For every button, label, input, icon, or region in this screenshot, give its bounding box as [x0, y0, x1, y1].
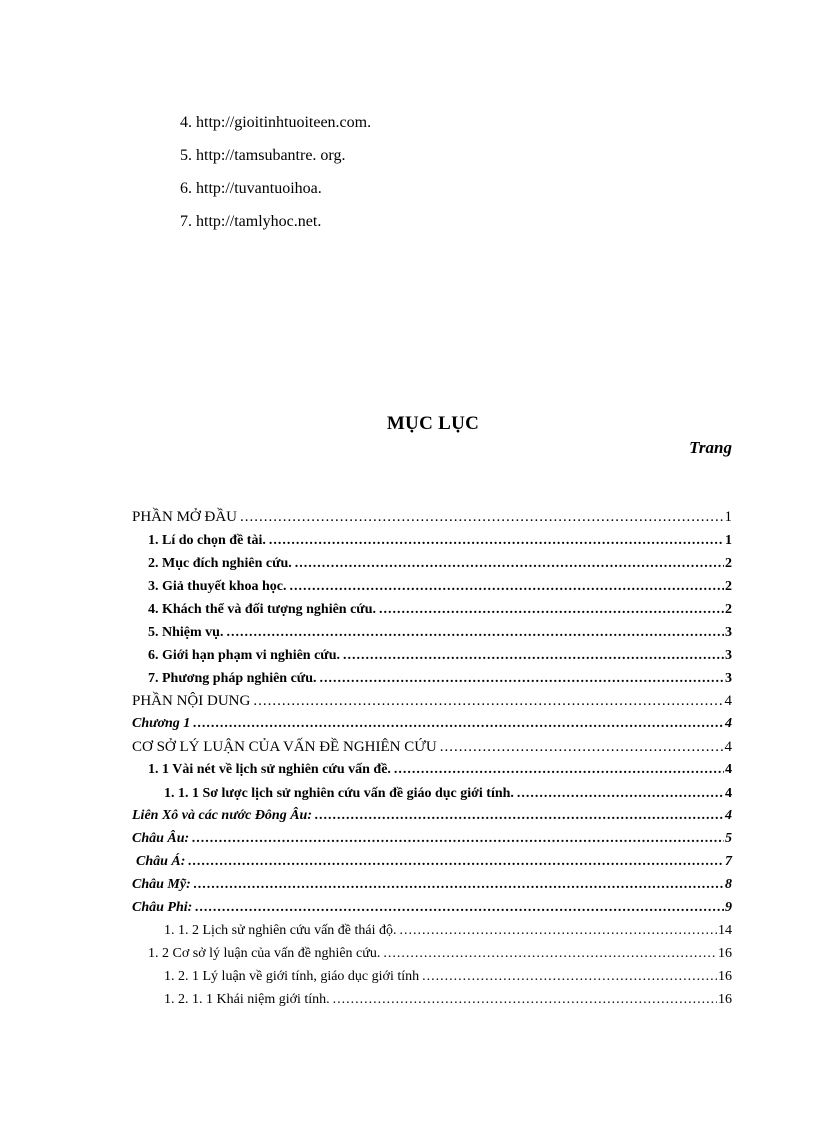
toc-entry-page: 2	[725, 579, 732, 594]
toc-entry-page: 3	[725, 671, 732, 686]
toc-entry[interactable]	[164, 966, 732, 988]
toc-entry-page: 4	[724, 693, 732, 709]
toc-entry[interactable]	[132, 828, 732, 850]
toc-entry-page: 16	[718, 992, 732, 1007]
toc-title: MỤC LỤC	[386, 413, 480, 434]
toc-entry[interactable]	[148, 576, 732, 598]
toc-entry[interactable]	[132, 736, 732, 758]
toc-entry-label: PHẦN NỘI DUNG	[132, 693, 251, 709]
toc-entry-label: 1. 1. 2 Lịch sử nghiên cứu vấn đề thái độ.	[164, 923, 397, 938]
toc-entry-label: 6. Giới hạn phạm vi nghiên cứu.	[148, 648, 340, 663]
toc-entry-label: 1. 1 Vài nét về lịch sử nghiên cứu vấn đề.	[148, 762, 391, 777]
toc-entry-page: 4	[724, 739, 732, 755]
toc-entry[interactable]	[164, 989, 732, 1011]
toc-entry-page: 16	[718, 969, 732, 984]
toc-entry-page: 5	[725, 831, 732, 846]
toc-entry[interactable]	[132, 805, 732, 827]
toc-entry-page: 4	[725, 786, 732, 801]
toc-entry-label: 3. Giả thuyết khoa học.	[148, 579, 287, 594]
toc-entry[interactable]	[148, 553, 732, 575]
toc-entry-page: 1	[724, 509, 732, 525]
toc-entry[interactable]	[148, 759, 732, 781]
toc-entry-page: 14	[718, 923, 732, 938]
toc-entry-label: Châu Âu:	[132, 831, 190, 846]
toc-entry[interactable]	[148, 943, 732, 965]
toc-entry-page: 4	[725, 716, 732, 731]
toc-entry-page: 3	[725, 625, 732, 640]
toc-entry-label: PHẦN MỞ ĐẦU	[132, 509, 238, 525]
toc-entry-label: Châu Mỹ:	[132, 877, 191, 892]
toc-entry-page: 16	[718, 946, 732, 961]
toc-entry-label: Châu Phi:	[132, 900, 193, 915]
toc-entry[interactable]	[164, 920, 732, 942]
toc-entry-label: CƠ SỞ LÝ LUẬN CỦA VẤN ĐỀ NGHIÊN CỨU	[132, 739, 437, 755]
toc-entry[interactable]	[132, 874, 732, 896]
toc-entry[interactable]	[132, 506, 732, 528]
toc-entry-page: 1	[725, 533, 732, 548]
toc-entry[interactable]	[132, 713, 732, 735]
toc-entry-page: 4	[725, 762, 732, 777]
toc-entry-page: 2	[725, 556, 732, 571]
toc-entry[interactable]	[148, 668, 732, 690]
toc-entry-page: 2	[725, 602, 732, 617]
toc-entry-page: 7	[725, 854, 732, 869]
reference-item: 6. http://tuvantuoihoa.	[180, 180, 322, 197]
toc-entry-label: 1. 1. 1 Sơ lược lịch sử nghiên cứu vấn đề giáo dục giới tính.	[164, 786, 514, 801]
toc-entry-page: 4	[725, 808, 732, 823]
toc-entry[interactable]	[164, 783, 732, 805]
toc-entry-label: 1. 2. 1. 1 Khái niệm giới tính.	[164, 992, 330, 1007]
toc-entry[interactable]	[148, 599, 732, 621]
toc-entry-page: 9	[725, 900, 732, 915]
toc-entry[interactable]	[148, 645, 732, 667]
toc-entry-label: 5. Nhiệm vụ.	[148, 625, 224, 640]
toc-entry-label: Liên Xô và các nước Đông Âu:	[132, 808, 313, 823]
toc-entry-label: 4. Khách thể và đối tượng nghiên cứu.	[148, 602, 376, 617]
toc-entry-page: 3	[725, 648, 732, 663]
reference-item: 5. http://tamsubantre. org.	[180, 147, 346, 164]
toc-entry-label: Chương 1	[132, 716, 191, 731]
toc-entry[interactable]	[148, 530, 732, 552]
reference-list	[180, 112, 371, 244]
toc-entry-label: Châu Á:	[136, 854, 186, 869]
reference-item: 4. http://gioitinhtuoiteen.com.	[180, 114, 372, 131]
toc-entry-page: 8	[725, 877, 732, 892]
toc-entry-label: 1. 2 Cơ sở lý luận của vấn đề nghiên cứu.	[148, 946, 381, 961]
toc-entry[interactable]	[132, 690, 732, 712]
toc-entry-label: 1. 2. 1 Lý luận về giới tính, giáo dục giới tính	[164, 969, 420, 984]
toc-entry[interactable]	[132, 897, 732, 919]
toc-entry[interactable]	[136, 851, 732, 873]
toc-entry[interactable]	[148, 622, 732, 644]
reference-item: 7. http://tamlyhoc.net.	[180, 213, 322, 230]
toc-entry-label: 1. Lí do chọn đề tài.	[148, 533, 266, 548]
toc-entry-label: 7. Phương pháp nghiên cứu.	[148, 671, 317, 686]
toc-page-header: Trang	[689, 438, 732, 457]
toc-entry-label: 2. Mục đích nghiên cứu.	[148, 556, 292, 571]
